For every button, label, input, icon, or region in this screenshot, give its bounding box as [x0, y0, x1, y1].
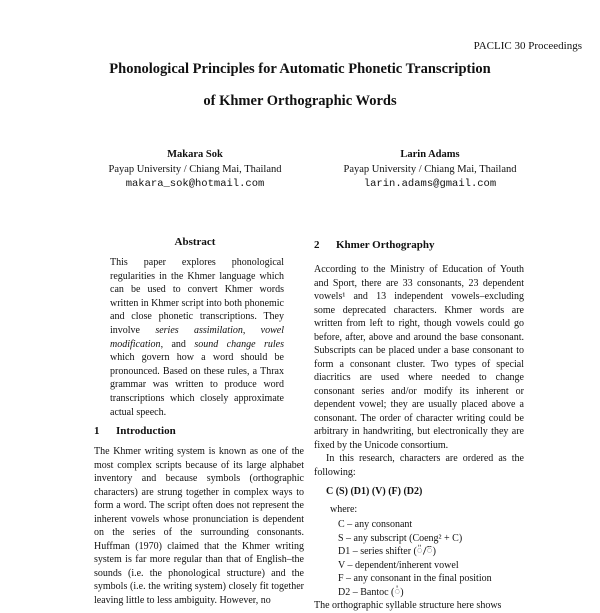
author-affiliation: Payap University / Chiang Mai, Thailand — [108, 164, 282, 175]
abstract-term: series assimilation — [155, 324, 243, 336]
paragraph: The Khmer writing system is known as one of the most complex scripts because of its large alphabet inventory and because symbols (orthographic characters) are strung together in complex ways to form a word. The script often does not represent the inherent vowels whose pronunciation is dependent on the series of the surrounding consonants. Huffman (1970) claimed that the Khmer writing system is far more regular than that of English–the sounds (i.e. the phonological structure) and the symbols (i.e. the writing system) closely fit together leaving little to less ambiguity. However, no — [94, 446, 304, 606]
paragraph: In this research, characters are ordered as the following: — [314, 453, 524, 478]
author-email[interactable]: larin.adams@gmail.com — [363, 178, 497, 190]
abstract-body — [110, 256, 284, 419]
khmer-orthography-body — [314, 263, 524, 613]
where-label: where: — [330, 503, 358, 515]
author-name: Makara Sok — [167, 149, 223, 160]
definition-item: D2 – Bantoc (់) — [338, 586, 404, 598]
paragraph: According to the Ministry of Education of Youth and Sport, there are 33 consonants, 23 dependent vowels¹ and 13 independent vowels–excluding some deprecated characters. Khmer words are written from left to right, though vowels could go before, after, above and around the base consonant. Subscripts can be placed under a base consonant to form a consonant cluster. Two types of special diacritics are used where needed to change consonant series and/or modify its inherent or dependent vowel; they are usually placed above a consonant. The order of character writing could be arbitrary in handwriting, but electronically they are fixed by the Unicode consortium. — [314, 264, 524, 451]
definition-item: F – any consonant in the final position — [338, 573, 492, 584]
definition-item: V – dependent/inherent vowel — [338, 559, 459, 571]
author-name: Larin Adams — [400, 149, 460, 160]
abstract-heading: Abstract — [174, 236, 216, 248]
paragraph: The orthographic syllable structure here shows — [314, 600, 502, 611]
abstract-text: which govern how a word should be pronounced. Based on these rules, a Thrax grammar was written to produce word transcriptions which closely approximate actual speech. — [110, 352, 284, 418]
definition-list — [338, 518, 524, 599]
abstract-text: , — [242, 324, 261, 336]
syllable-formula: C (S) (D1) (V) (F) (D2) — [326, 486, 423, 497]
abstract-text: This paper explores phonological regularities in the Khmer language which can be used to convert Khmer words written in Khmer script into both phonemic and close phonetic transcriptions. They involve — [110, 257, 284, 336]
section-heading-introduction — [94, 425, 176, 437]
abstract-text: , and — [160, 338, 195, 350]
author-block-2 — [320, 147, 540, 192]
section-number: 2 — [314, 239, 320, 251]
abstract-term: sound change rules — [194, 338, 284, 350]
paper-title-line-1: Phonological Principles for Automatic Phonetic Transcription — [109, 61, 491, 77]
section-heading-khmer-orthography — [314, 239, 435, 251]
proceedings-header: PACLIC 30 Proceedings — [473, 40, 582, 52]
author-affiliation: Payap University / Chiang Mai, Thailand — [343, 164, 517, 175]
definition-item: S – any subscript (Coeng² + C) — [338, 532, 463, 544]
author-email[interactable]: makara_sok@hotmail.com — [125, 178, 265, 190]
definition-item: C – any consonant — [338, 519, 413, 530]
author-block-1 — [85, 147, 305, 192]
paper-title-line-2: of Khmer Orthographic Words — [203, 93, 397, 109]
section-number: 1 — [94, 425, 100, 437]
section-title: Introduction — [116, 425, 176, 437]
abstract-term: vowel modification — [110, 324, 284, 350]
introduction-body — [94, 445, 304, 607]
definition-item: D1 – series shifter (៉/៊) — [338, 546, 436, 557]
section-title: Khmer Orthography — [336, 239, 435, 251]
